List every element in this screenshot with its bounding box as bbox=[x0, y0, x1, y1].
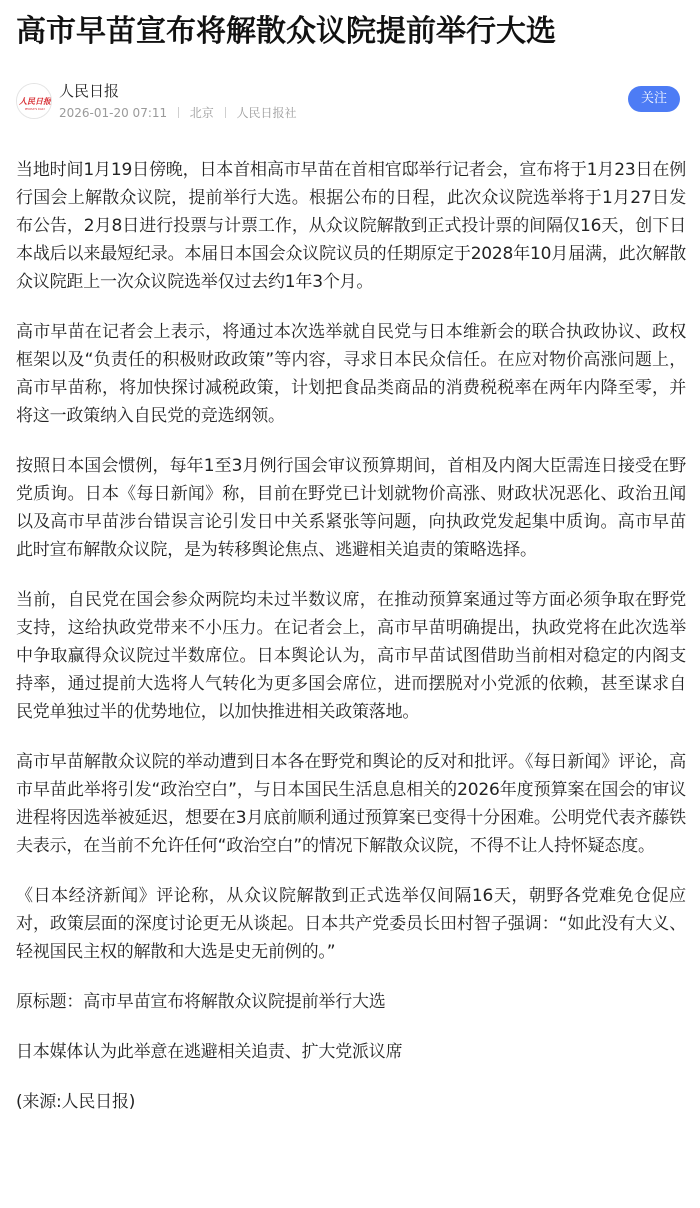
article-meta bbox=[59, 105, 296, 121]
meta-divider bbox=[225, 107, 226, 118]
article-body bbox=[16, 156, 686, 1138]
source-name[interactable]: 人民日报 bbox=[59, 82, 120, 100]
article-paragraph: 按照日本国会惯例，每年1至3月例行国会审议预算期间，首相及内阁大臣需连日接受在野党质询。日本《每日新闻》称，目前在野党已计划就物价高涨、财政状况恶化、政治丑闻以及高市早苗涉台错误言论引发日中关系紧张等问题，向执政党发起集中质询。高市早苗此时宣布解散众议院，是为转移舆论焦点、逃避相关追责的策略选择。 bbox=[16, 456, 686, 560]
article-paragraph: 当前，自民党在国会参众两院均未过半数议席，在推动预算案通过等方面必须争取在野党支持，这给执政党带来不小压力。在记者会上，高市早苗明确提出，执政党将在此次选举中争取赢得众议院过半数席位。日本舆论认为，高市早苗试图借助当前相对稳定的内阁支持率，通过提前大选将人气转化为更多国会席位，进而摆脱对小党派的依赖，甚至谋求自民党单独过半的优势地位，以加快推进相关政策落地。 bbox=[16, 590, 686, 722]
publish-location: 北京 bbox=[189, 106, 214, 120]
article-paragraph: 《日本经济新闻》评论称，从众议院解散到正式选举仅间隔16天，朝野各党难免仓促应对，政策层面的深度讨论更无从谈起。日本共产党委员长田村智子强调：“如此没有大义、轻视国民主权的解散和大选是史无前例的。” bbox=[16, 886, 686, 962]
original-title-line: 原标题：高市早苗宣布将解散众议院提前举行大选 bbox=[16, 992, 386, 1012]
article-subtitle-line: 日本媒体认为此举意在逃避相关追责、扩大党派议席 bbox=[16, 1042, 403, 1062]
article-title: 高市早苗宣布将解散众议院提前举行大选 bbox=[16, 14, 556, 49]
avatar[interactable] bbox=[16, 83, 52, 119]
logo-text: 人民日报 bbox=[19, 96, 51, 106]
publish-date: 2026-01-20 07:11 bbox=[59, 106, 168, 120]
article-paragraph: 当地时间1月19日傍晚，日本首相高市早苗在首相官邸举行记者会，宣布将于1月23日在例行国会上解散众议院，提前举行大选。根据公布的日程，此次众议院选举将于1月27日发布公告，2月8日进行投票与计票工作，从众议院解散到正式投计票的间隔仅16天，创下日本战后以来最短纪录。本届日本国会众议院议员的任期原定于2028年10月届满，此次解散众议院距上一次众议院选举仅过去约1年3个月。 bbox=[16, 160, 686, 292]
logo-subtext: PEOPLE'S DAILY bbox=[24, 108, 46, 111]
follow-button[interactable]: 关注 bbox=[628, 86, 680, 112]
article-paragraph: 高市早苗解散众议院的举动遭到日本各在野党和舆论的反对和批评。《每日新闻》评论，高市早苗此举将引发“政治空白”，与日本国民生活息息相关的2026年度预算案在国会的审议进程将因选举被延迟，想要在3月底前顺利通过预算案已变得十分困难。公明党代表齐藤铁夫表示，在当前不允许任何“政治空白”的情况下解散众议院，不得不让人持怀疑态度。 bbox=[16, 752, 686, 856]
source-header bbox=[16, 82, 684, 122]
article-paragraph: 高市早苗在记者会上表示，将通过本次选举就自民党与日本维新会的联合执政协议、政权框架以及“负责任的积极财政政策”等内容，寻求日本民众信任。在应对物价高涨问题上，高市早苗称，将加快探讨减税政策，计划把食品类商品的消费税税率在两年内降至零，并将这一政策纳入自民党的竞选纲领。 bbox=[16, 322, 686, 426]
source-credit: (来源:人民日报) bbox=[16, 1092, 136, 1112]
meta-divider bbox=[178, 107, 179, 118]
people-daily-logo-icon bbox=[17, 84, 52, 119]
publisher: 人民日报社 bbox=[236, 106, 297, 120]
